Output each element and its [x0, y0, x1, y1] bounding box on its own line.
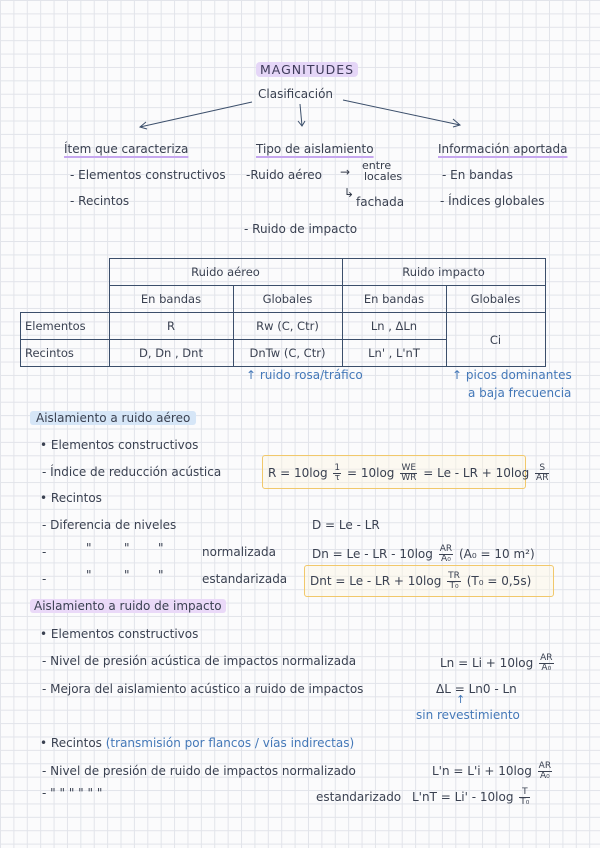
- table-group-impacto: Ruido impacto: [342, 259, 545, 286]
- aereo-recintos: • Recintos: [40, 491, 102, 505]
- info-item-1: - En bandas: [442, 168, 513, 182]
- entre-label: entre: [362, 159, 392, 172]
- table-row-label: Elementos: [21, 313, 110, 340]
- impacto-elementos: • Elementos constructivos: [40, 627, 199, 641]
- ditto-row: - " " " " " ": [42, 786, 103, 800]
- curved-arrow-icon: ↳: [344, 186, 355, 200]
- classification-arrows: [0, 0, 600, 140]
- table-subheader: En bandas: [342, 286, 446, 313]
- table-note-right-1: ↑ picos dominantes: [452, 368, 572, 382]
- category-item-2: - Recintos: [70, 194, 130, 208]
- table-cell: D, Dn , Dnt: [109, 340, 233, 367]
- category-tipo-title: Tipo de aislamiento: [256, 142, 374, 156]
- impacto-recintos: • Recintos (transmisión por flancos / vías indirectas): [40, 736, 355, 750]
- ditto-mark: ": [124, 541, 130, 555]
- page-title: MAGNITUDES: [256, 59, 358, 78]
- section-impacto-title: Aislamiento a ruido de impacto: [30, 599, 226, 613]
- classification-label: Clasificación: [258, 87, 334, 101]
- formula-D: D = Le - LR: [312, 518, 380, 532]
- arrow-icon: →: [340, 165, 351, 179]
- table-cell: Ln' , L'nT: [342, 340, 446, 367]
- formula-deltaL: ΔL = Ln0 - Ln: [436, 682, 517, 696]
- arrow-up-icon: ↑: [456, 693, 466, 706]
- ditto-mark: ": [158, 541, 164, 555]
- table-cell: Ln , ΔLn: [342, 313, 446, 340]
- diferencia-niveles: - Diferencia de niveles: [42, 518, 177, 532]
- category-info-title: Información aportada: [438, 142, 568, 156]
- table-row-label: Recintos: [21, 340, 110, 367]
- classification-table: [20, 258, 546, 367]
- table-note-left: ↑ ruido rosa/tráfico: [246, 368, 363, 382]
- mejora-aislamiento: - Mejora del aislamiento acústico a ruido de impactos: [42, 682, 364, 696]
- nivel-ruido-impactos: - Nivel de presión de ruido de impactos normalizado: [42, 764, 356, 778]
- ruido-impacto-label: - Ruido de impacto: [244, 222, 358, 236]
- formula-Dn: Dn = Le - LR - 10log $\frac{AR}{\text{A₀}}$ (A₀ = 10 m²): [312, 544, 535, 564]
- section-aereo-title: Aislamiento a ruido aéreo: [30, 411, 196, 425]
- nivel-presion: - Nivel de presión acústica de impactos normalizada: [42, 654, 357, 668]
- table-group-aereo: Ruido aéreo: [109, 259, 342, 286]
- ditto-mark: ": [86, 541, 92, 555]
- dash-row-3: -: [42, 572, 47, 586]
- ditto-mark: ": [158, 568, 164, 582]
- table-cell-ci: Ci: [446, 313, 545, 367]
- indice-reduccion: - Índice de reducción acústica: [42, 465, 222, 479]
- table-note-right-2: a baja frecuencia: [468, 386, 572, 400]
- formula-Ln: Ln = Li + 10log $\frac{AR}{\text{A₀}}$: [440, 653, 553, 673]
- formula-R: R = 10log $\frac{1}{\tau}$ = 10log $\frac{WE}{WR}$ = Le - LR + 10log $\frac{S}{AR}$: [268, 463, 549, 483]
- category-item-title: Ítem que caracteriza: [64, 142, 189, 156]
- table-cell: DnTw (C, Ctr): [233, 340, 342, 367]
- formula-Dnt: Dnt = Le - LR + 10log $\frac{TR}{\text{T₀}}$ (T₀ = 0,5s): [310, 571, 532, 591]
- formula-Ln-prime: L'n = L'i + 10log $\frac{AR}{\text{A₀}}$: [432, 761, 552, 781]
- locales-label: locales: [364, 170, 403, 183]
- table-subheader: En bandas: [109, 286, 233, 313]
- sin-revestimiento: sin revestimiento: [416, 708, 520, 722]
- table-subheader: Globales: [233, 286, 342, 313]
- ditto-mark: ": [86, 568, 92, 582]
- ruido-aereo-label: -Ruido aéreo: [246, 168, 322, 182]
- table-subheader: Globales: [446, 286, 545, 313]
- aereo-elementos: • Elementos constructivos: [40, 438, 199, 452]
- fachada-label: fachada: [356, 195, 405, 209]
- info-item-2: - Índices globales: [440, 194, 545, 208]
- dash-row-2: -: [42, 545, 47, 559]
- table-cell: Rw (C, Ctr): [233, 313, 342, 340]
- normalizada-label: normalizada: [202, 545, 277, 559]
- table-cell: R: [109, 313, 233, 340]
- category-item-1: - Elementos constructivos: [70, 168, 226, 182]
- estandarizado-label: estandarizado: [316, 790, 402, 804]
- ditto-mark: ": [124, 568, 130, 582]
- estandarizada-label: estandarizada: [202, 572, 288, 586]
- formula-LnT-prime: L'nT = Li' - 10log $\frac{T}{\text{T₀}}$: [412, 787, 530, 807]
